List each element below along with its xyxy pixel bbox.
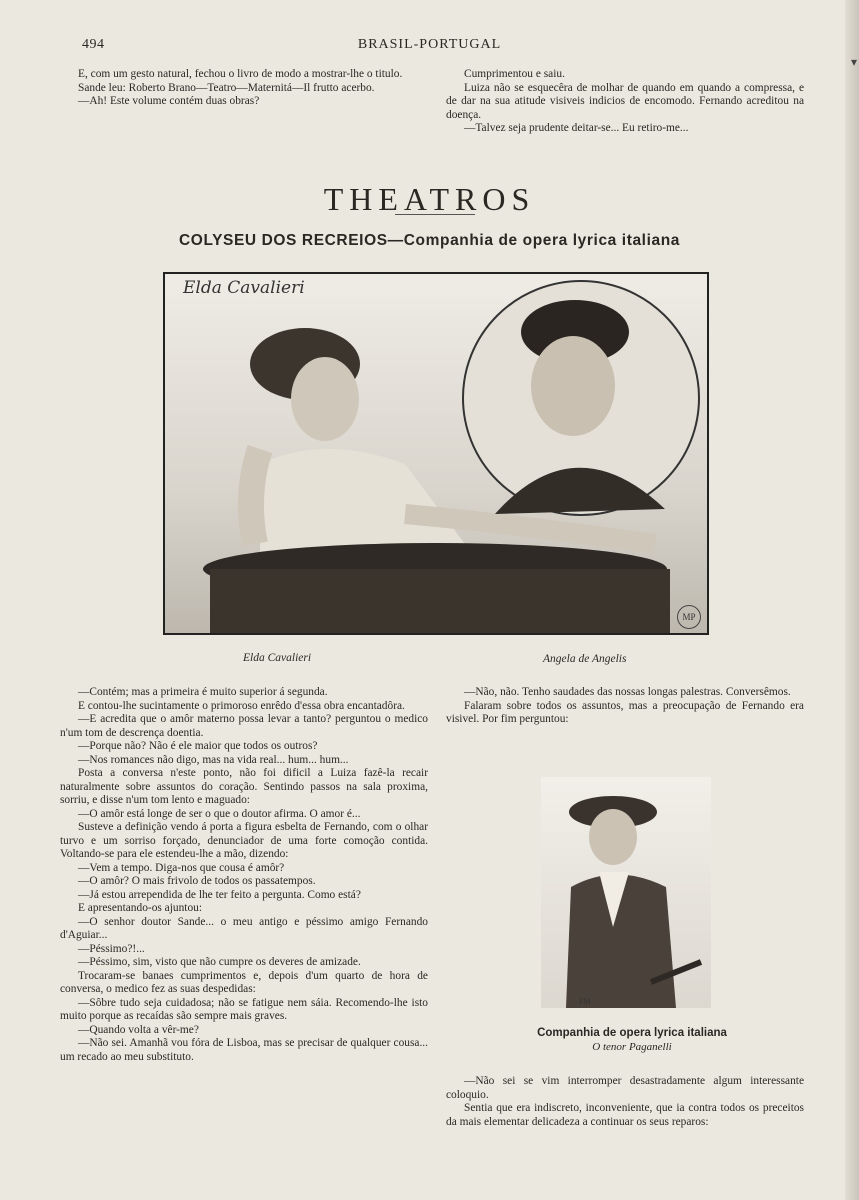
singers-photograph bbox=[163, 272, 709, 635]
top-right-column bbox=[446, 68, 804, 136]
paragraph: —E acredita que o amôr materno possa levar a tanto? perguntou o medico n'um tom de descrença doentia. bbox=[60, 713, 428, 739]
paragraph: —Talvez seja prudente deitar-se... Eu retiro-me... bbox=[464, 122, 689, 134]
paragraph: —O amôr está longe de ser o que o doutor afirma. O amor é... bbox=[78, 807, 361, 820]
bottom-left-column bbox=[60, 686, 428, 1064]
photographer-monogram: MP bbox=[677, 605, 701, 629]
paragraph: —Péssimo, sim, visto que não cumpre os deveres de amizade. bbox=[78, 956, 361, 968]
running-title: BRASIL-PORTUGAL bbox=[357, 37, 502, 52]
face-shape bbox=[589, 809, 637, 865]
page-gutter bbox=[845, 0, 859, 1200]
paragraph: —Não, não. Tenho saudades das nossas longas palestras. Conversêmos. bbox=[464, 686, 791, 698]
paragraph: —Vem a tempo. Diga-nos que cousa é amôr? bbox=[78, 861, 285, 874]
paragraph: E contou-lhe sucintamente o primoroso enrêdo d'essa obra encantadôra. bbox=[78, 699, 405, 712]
photo-caption-right: Angela de Angelis bbox=[543, 653, 627, 665]
paragraph: Susteve a definição vendo á porta a figura esbelta de Fernando, com o olhar turvo e um sorriso forçado, denunciador de uma forte comoção contida. Voltando-se para ele estendeu-lhe a mão, dizendo: bbox=[60, 821, 428, 860]
paragraph: —Não sei. Amanhã vou fóra de Lisboa, mas se precisar de qualquer cousa... um recado ao meu substituto. bbox=[60, 1037, 428, 1063]
arm-shape bbox=[251, 449, 260, 544]
paragraph: —Sôbre tudo seja cuidadosa; não se fatigue nem sáia. Recomendo-lhe isto muito porque as recaídas são sempre mais graves. bbox=[60, 996, 428, 1022]
paragraph: —Ah! Este volume contém duas obras? bbox=[78, 95, 260, 107]
section-subtitle: COLYSEU DOS RECREIOS—Companhia de opera lyrica italiana bbox=[179, 232, 680, 249]
bottom-right-column-continued bbox=[446, 1075, 804, 1129]
table-base bbox=[210, 569, 670, 635]
tenor-photograph bbox=[541, 777, 711, 1008]
paragraph: —Já estou arrependida de lhe ter feito a pergunta. Como está? bbox=[78, 888, 361, 901]
margin-mark: ▾ bbox=[850, 55, 857, 69]
page-number: 494 bbox=[82, 37, 105, 52]
paragraph: E apresentando-os ajuntou: bbox=[78, 902, 202, 914]
tenor-illustration bbox=[541, 777, 711, 1008]
paragraph: Luiza não se esquecêra de molhar de quando em quando a compressa, e de dar na sua atitude visiveis indicios de encomodo. Fernando acreditou na doença. bbox=[446, 81, 804, 121]
face-shape bbox=[291, 357, 359, 441]
photo-caption-left: Elda Cavalieri bbox=[243, 652, 312, 664]
title-divider bbox=[395, 214, 475, 215]
paragraph: —Péssimo?!... bbox=[78, 942, 145, 955]
paragraph: Cumprimentou e saiu. bbox=[464, 68, 565, 80]
paragraph: —Contém; mas a primeira é muito superior á segunda. bbox=[78, 686, 328, 698]
paragraph: —O senhor doutor Sande... o meu antigo e péssimo amigo Fernando d'Aguiar... bbox=[60, 915, 428, 941]
paragraph: Trocaram-se banaes cumprimentos e, depois d'um quarto de hora de conversa, o medico fez as suas despedidas: bbox=[60, 969, 428, 995]
paragraph: Sentia que era indiscreto, inconveniente, que ia contra todos os preceitos da mais elementar delicadeza a continuar os seus reparos: bbox=[446, 1102, 804, 1128]
dress-shape bbox=[260, 449, 465, 554]
paragraph: Sande leu: Roberto Brano—Teatro—Maternitá—Il frutto acerbo. bbox=[78, 81, 375, 94]
paragraph: Posta a conversa n'este ponto, não foi dificil a Luiza fazê-la recair naturalmente sobre assuntos do coração. Sentindo passos na sala proxima, sorriu, e disse n'um tom lento e maguado: bbox=[60, 767, 428, 806]
bottom-right-column bbox=[446, 686, 804, 727]
photo-mark: FM bbox=[579, 997, 591, 1006]
paragraph: —Quando volta a vêr-me? bbox=[78, 1023, 199, 1036]
top-left-column bbox=[60, 68, 428, 109]
paragraph: Falaram sobre todos os assuntos, mas a preocupação de Fernando era visivel. Por fim perguntou: bbox=[446, 699, 804, 725]
paragraph: E, com um gesto natural, fechou o livro de modo a mostrar-lhe o titulo. bbox=[78, 68, 403, 80]
photo-illustration bbox=[165, 274, 709, 635]
photo-signature: Elda Cavalieri bbox=[183, 278, 305, 298]
paragraph: —O amôr? O mais frivolo de todos os passatempos. bbox=[78, 875, 316, 887]
paragraph: —Não sei se vim interromper desastradamente algum interessante coloquio. bbox=[446, 1075, 804, 1101]
paragraph: —Nos romances não digo, mas na vida real... hum... hum... bbox=[78, 753, 349, 766]
tenor-caption-subtitle: O tenor Paganelli bbox=[592, 1041, 672, 1053]
face-shape bbox=[531, 336, 615, 436]
section-title: THEATROS bbox=[323, 181, 536, 218]
tenor-caption-title: Companhia de opera lyrica italiana bbox=[537, 1027, 727, 1039]
paragraph: —Porque não? Não é ele maior que todos os outros? bbox=[78, 740, 318, 752]
